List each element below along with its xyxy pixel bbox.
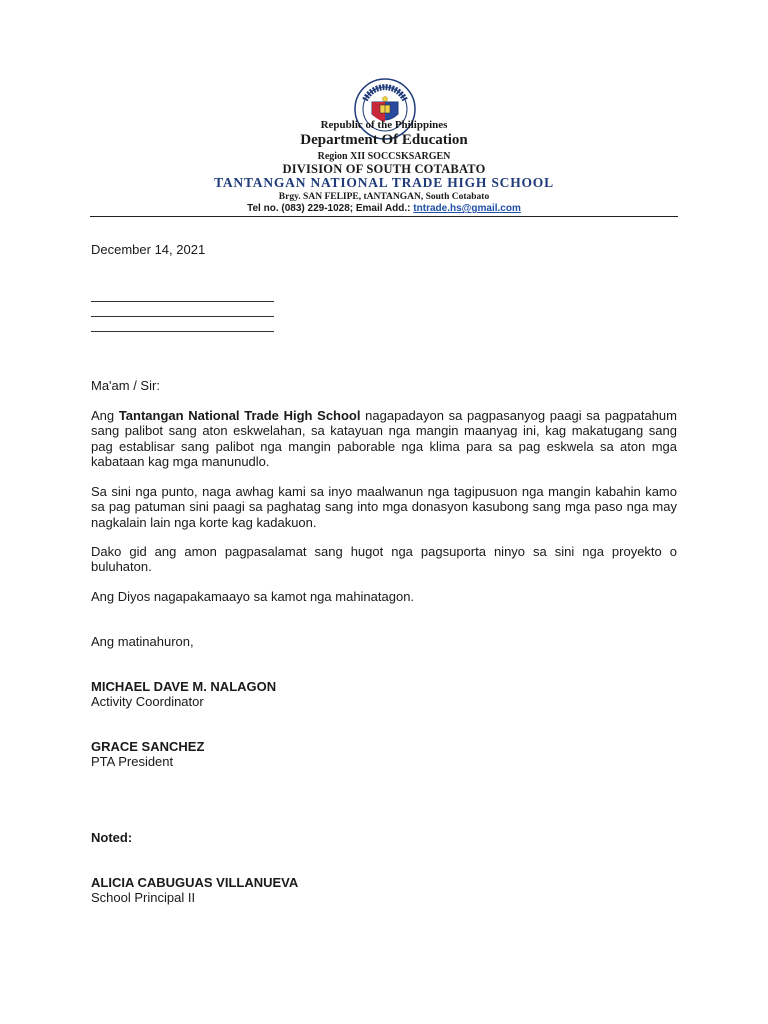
school-name-inline: Tantangan National Trade High School — [118, 408, 361, 423]
recipient-blank-line — [91, 316, 274, 317]
complimentary-closing: Ang matinahuron, — [91, 634, 194, 649]
letterhead-region: Region XII SOCCSKSARGEN — [317, 151, 451, 162]
paragraph-1 — [91, 408, 677, 470]
paragraph-3: Dako gid ang amon pagpasalamat sang hugot nga pagsuporta ninyo sa sini nga proyekto o buluhaton. — [91, 544, 677, 575]
signatory-name: GRACE SANCHEZ — [91, 739, 205, 754]
letterhead-divider — [90, 216, 678, 217]
noted-label: Noted: — [91, 830, 133, 845]
letter-date: December 14, 2021 — [91, 242, 206, 257]
letterhead-department: Department Of Education — [300, 132, 468, 148]
salutation: Ma'am / Sir: — [91, 378, 160, 393]
recipient-blank-line — [91, 331, 274, 332]
paragraph-1-intro: Ang — [91, 408, 119, 423]
recipient-blank-line — [91, 301, 274, 302]
paragraph-1-text: nagapadayon sa pagpasanyog paagi sa pagpatahum sang palibot sang aton eskwelahan, sa katayuan nga mangin maanyag ini, kag makatugang sang pag establisar sang palibot nga mangin paborable nga klima para sa pag eskwela sa aton mga kabataan kag mga manunudlo. — [91, 408, 677, 470]
letterhead-tel: Tel no. (083) 229-1028; Email Add.: — [247, 203, 414, 214]
principal-title: School Principal II — [91, 890, 196, 905]
principal-name: ALICIA CABUGUAS VILLANUEVA — [91, 875, 299, 890]
signatory-title: Activity Coordinator — [91, 694, 204, 709]
letterhead-contact — [0, 203, 768, 214]
paragraph-4: Ang Diyos nagapakamaayo sa kamot nga mahinatagon. — [91, 589, 415, 604]
signatory-name: MICHAEL DAVE M. NALAGON — [91, 679, 277, 694]
letterhead-division: DIVISION OF SOUTH COTABATO — [282, 162, 486, 176]
letterhead-address: Brgy. SAN FELIPE, tANTANGAN, South Cotabato — [278, 192, 490, 202]
letterhead-republic: Republic of the Philippines — [320, 119, 448, 131]
signatory-title: PTA President — [91, 754, 174, 769]
letterhead-school-name: TANTANGAN NATIONAL TRADE HIGH SCHOOL — [214, 175, 554, 190]
email-link[interactable]: tntrade.hs@gmail.com — [413, 203, 521, 214]
paragraph-2: Sa sini nga punto, naga awhag kami sa inyo maalwanun nga tagipusuon nga mangin kabahin kamo sa pag patuman sini paagi sa paghatag sang into mga donasyon kasubong sang mga paso nga may nagkalain lain nga korte kag kadakuon. — [91, 484, 677, 530]
